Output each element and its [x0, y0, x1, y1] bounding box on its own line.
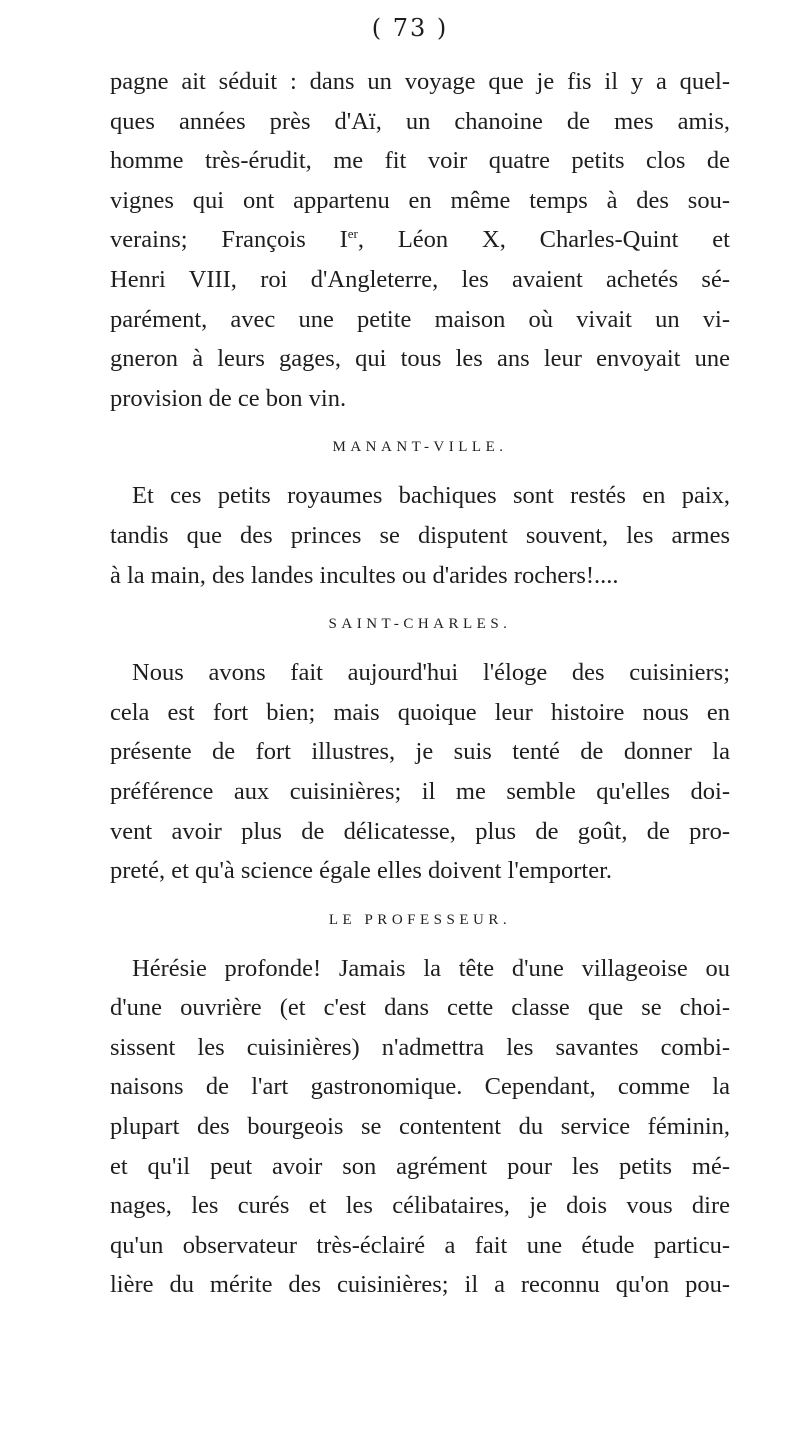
text-line: vignes qui ont appartenu en même temps à des sou-	[110, 186, 730, 214]
text-line: et qu'il peut avoir son agrément pour les petits mé-	[110, 1152, 730, 1180]
text-line: préférence aux cuisinières; il me semble qu'elles doi-	[110, 777, 730, 805]
text-line: tandis que des princes se disputent souvent, les armes	[110, 521, 730, 549]
text-fragment: verains; François I	[110, 226, 348, 254]
page-text	[110, 62, 730, 1305]
text-line: preté, et qu'à science égale elles doivent l'emporter.	[110, 857, 613, 885]
text-line: nages, les curés et les célibataires, je dois vous dire	[110, 1192, 730, 1220]
text-line: vent avoir plus de délicatesse, plus de goût, de pro-	[110, 817, 730, 845]
text-line: Henri VIII, roi d'Angleterre, les avaient achetés sé-	[110, 265, 730, 293]
text-line: Hérésie profonde! Jamais la tête d'une villageoise ou	[132, 954, 730, 982]
paragraph-4	[110, 949, 730, 1305]
text-line: lière du mérite des cuisinières; il a reconnu qu'on pou-	[110, 1271, 730, 1299]
text-line: naisons de l'art gastronomique. Cependant, comme la	[110, 1073, 730, 1101]
text-line: qu'un observateur très-éclairé a fait une étude particu-	[110, 1231, 730, 1259]
text-line: sissent les cuisinières) n'admettra les savantes combi-	[110, 1033, 730, 1061]
text-line: à la main, des landes incultes ou d'arides rochers!....	[110, 561, 619, 589]
text-fragment: , Léon X, Charles-Quint et	[357, 226, 730, 254]
text-line: plupart des bourgeois se contentent du service féminin,	[110, 1113, 730, 1141]
text-line: parément, avec une petite maison où vivait un vi-	[110, 305, 730, 333]
text-line: provision de ce bon vin.	[110, 384, 347, 412]
text-line: gneron à leurs gages, qui tous les ans leur envoyait une	[110, 345, 730, 373]
page-number: ( 73 )	[371, 14, 449, 42]
text-line: pagne ait séduit : dans un voyage que je fis il y a quel-	[110, 68, 730, 95]
text-line: d'une ouvrière (et c'est dans cette classe que se choi-	[110, 994, 730, 1022]
paragraph-1	[110, 62, 730, 418]
paragraph-2	[110, 476, 730, 595]
section-heading-manant-ville: MANANT-VILLE.	[332, 439, 508, 456]
text-line	[110, 220, 730, 260]
text-line: Et ces petits royaumes bachiques sont restés en paix,	[132, 482, 730, 510]
text-line: ques années près d'Aï, un chanoine de mes amis,	[110, 107, 730, 135]
text-line: présente de fort illustres, je suis tenté de donner la	[110, 738, 730, 766]
paragraph-3	[110, 653, 730, 891]
superscript: er	[347, 226, 358, 242]
text-line: Nous avons fait aujourd'hui l'éloge des cuisiniers;	[132, 659, 730, 687]
text-line: cela est fort bien; mais quoique leur histoire nous en	[110, 698, 730, 726]
text-line: homme très-érudit, me fit voir quatre petits clos de	[110, 147, 730, 175]
section-heading-saint-charles: SAINT-CHARLES.	[328, 616, 512, 633]
section-heading-le-professeur: LE PROFESSEUR.	[328, 911, 512, 928]
